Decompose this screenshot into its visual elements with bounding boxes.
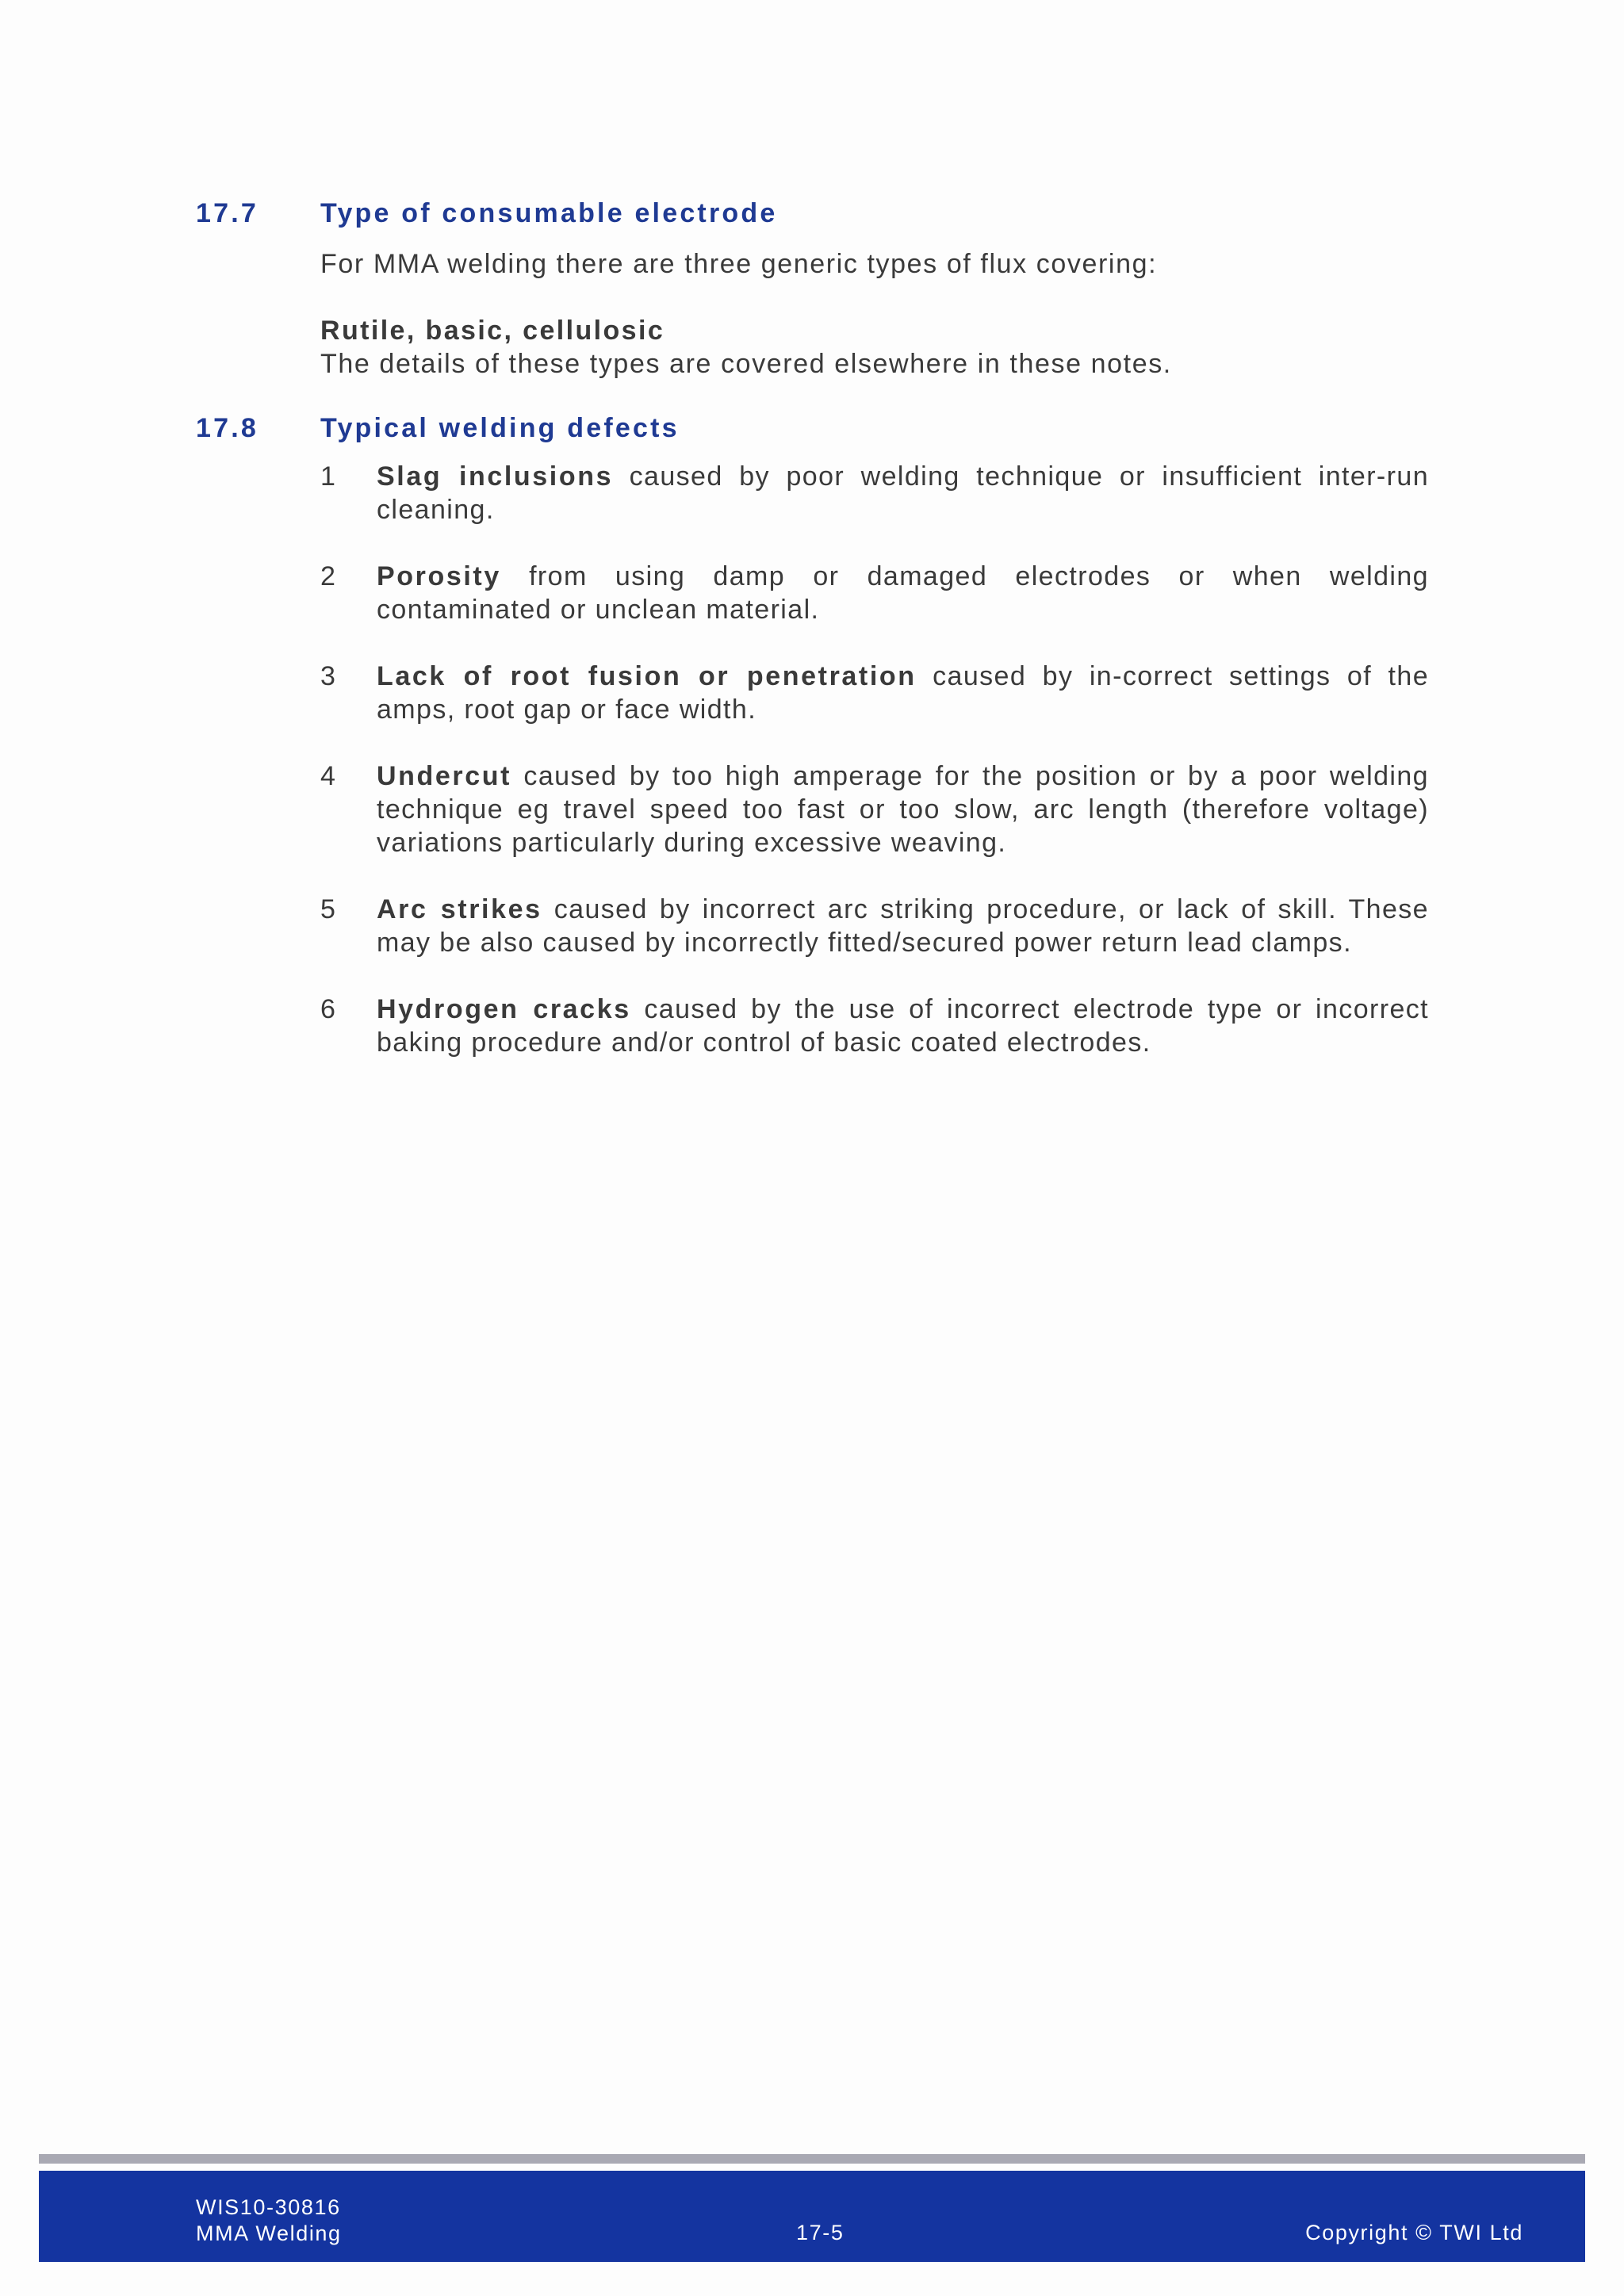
electrode-types-note: The details of these types are covered elsewhere in these notes. <box>320 349 1172 379</box>
list-item <box>320 560 1429 626</box>
list-item-number: 1 <box>320 461 337 492</box>
list-item-number: 6 <box>320 994 337 1024</box>
section-intro: For MMA welding there are three generic types of flux covering: <box>320 249 1158 279</box>
footer-page-number: 17-5 <box>796 2221 845 2244</box>
list-item-number: 2 <box>320 561 337 591</box>
list-item <box>320 660 1429 726</box>
page-footer <box>39 2171 1585 2262</box>
defect-description: caused by the use of incorrect electrode type or incorrect baking procedure and/or control of basic coated electrodes. <box>377 994 1429 1058</box>
defect-description: caused by incorrect arc striking procedure, or lack of skill. These may be also caused by incorrectly fitted/secured power return lead clamps. <box>377 894 1429 958</box>
defect-description: caused by in-correct settings of the amps, root gap or face width. <box>377 661 1430 725</box>
list-item-number: 4 <box>320 761 337 791</box>
footer-document-info <box>196 2195 342 2247</box>
defects-list <box>320 460 1429 1093</box>
footer-copyright: Copyright © TWI Ltd <box>1305 2221 1523 2244</box>
defect-term: Porosity <box>377 561 501 591</box>
footer-rule <box>39 2154 1585 2164</box>
section-number: 17.8 <box>196 413 259 443</box>
defect-description: caused by too high amperage for the position or by a poor welding technique eg travel speed too fast or too slow, arc length (therefore voltage) variations particularly during excessive weaving. <box>377 761 1429 858</box>
list-item-number: 5 <box>320 894 337 924</box>
section-title: Typical welding defects <box>320 413 680 443</box>
defect-description: caused by poor welding technique or insufficient inter-run cleaning. <box>377 461 1429 525</box>
defect-term: Arc strikes <box>377 894 542 924</box>
section-title: Type of consumable electrode <box>320 198 778 228</box>
footer-doc-code: WIS10-30816 <box>196 2195 341 2219</box>
defect-description: from using damp or damaged electrodes or when welding contaminated or unclean material. <box>377 561 1429 625</box>
defect-term: Undercut <box>377 761 512 791</box>
list-item <box>320 760 1429 859</box>
electrode-types-label: Rutile, basic, cellulosic <box>320 316 665 346</box>
defect-term: Lack of root fusion or penetration <box>377 661 917 691</box>
list-item <box>320 460 1429 526</box>
footer-doc-title: MMA Welding <box>196 2221 342 2245</box>
section-number: 17.7 <box>196 198 259 228</box>
list-item <box>320 893 1429 959</box>
list-item <box>320 993 1429 1059</box>
defect-term: Slag inclusions <box>377 461 614 492</box>
defect-term: Hydrogen cracks <box>377 994 631 1024</box>
list-item-number: 3 <box>320 661 337 691</box>
